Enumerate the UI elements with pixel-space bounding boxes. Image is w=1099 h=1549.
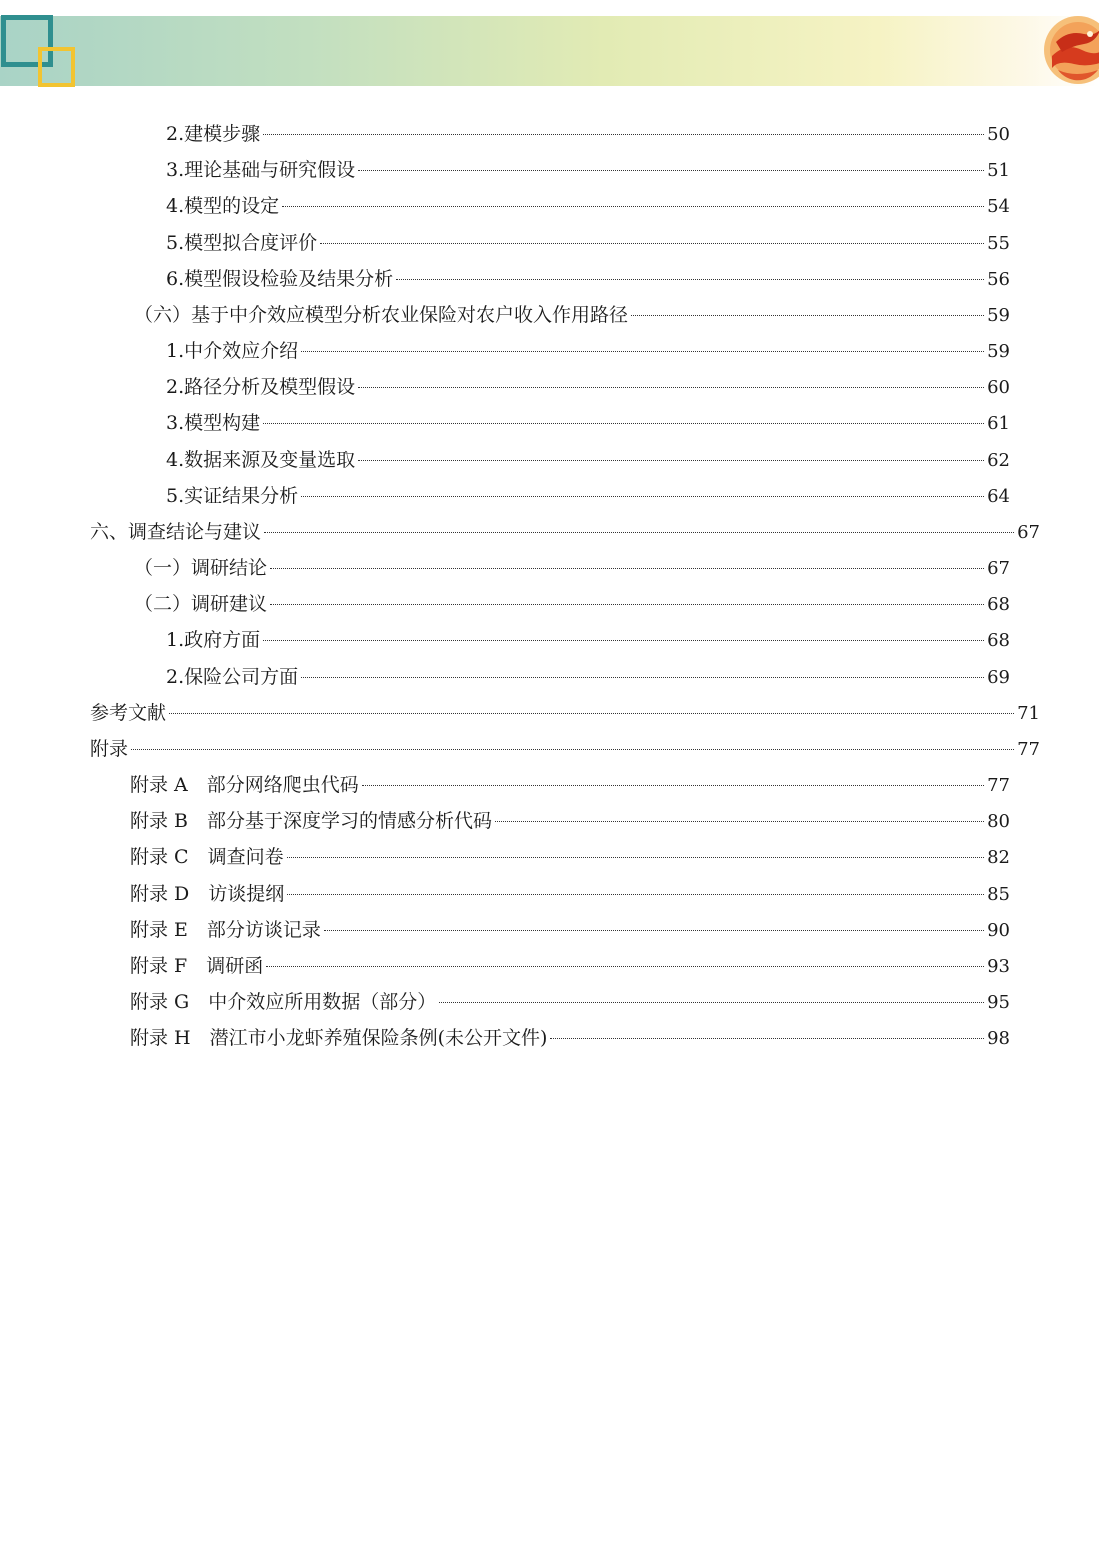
dot-leader bbox=[631, 315, 984, 316]
toc-entry[interactable] bbox=[90, 517, 1040, 547]
toc-entry[interactable] bbox=[166, 408, 1010, 438]
toc-entry-page-number: 68 bbox=[987, 630, 1010, 651]
dot-leader bbox=[550, 1038, 984, 1039]
toc-entry[interactable] bbox=[130, 806, 1010, 836]
dot-leader bbox=[282, 206, 984, 207]
dot-leader bbox=[287, 857, 985, 858]
toc-entry-page-number: 67 bbox=[987, 558, 1010, 579]
toc-entry-title: 6.模型假设检验及结果分析 bbox=[166, 268, 394, 290]
toc-entry-title: 附录 F 调研函 bbox=[130, 955, 264, 977]
toc-entry[interactable] bbox=[90, 698, 1040, 728]
emblem-logo-icon bbox=[1038, 12, 1099, 88]
toc-entry-title: 附录 D 访谈提纲 bbox=[130, 883, 285, 905]
toc-entry-page-number: 82 bbox=[987, 847, 1010, 868]
toc-entry-page-number: 56 bbox=[987, 269, 1010, 290]
dot-leader bbox=[263, 423, 984, 424]
dot-leader bbox=[358, 387, 984, 388]
dot-leader bbox=[263, 134, 984, 135]
toc-entry-page-number: 71 bbox=[1017, 703, 1040, 724]
toc-entry[interactable] bbox=[166, 191, 1010, 221]
toc-entry-page-number: 93 bbox=[987, 956, 1010, 977]
toc-entry-title: 3.模型构建 bbox=[166, 412, 261, 434]
toc-entry[interactable] bbox=[130, 987, 1010, 1017]
toc-entry-page-number: 68 bbox=[987, 594, 1010, 615]
dot-leader bbox=[362, 785, 984, 786]
toc-entry[interactable] bbox=[134, 589, 1010, 619]
toc-entry-title: 附录 B 部分基于深度学习的情感分析代码 bbox=[130, 810, 493, 832]
toc-entry[interactable] bbox=[166, 445, 1010, 475]
toc-entry-page-number: 85 bbox=[987, 884, 1010, 905]
dot-leader bbox=[266, 966, 984, 967]
toc-entry[interactable] bbox=[166, 372, 1010, 402]
toc-entry-title: 附录 G 中介效应所用数据（部分） bbox=[130, 991, 437, 1013]
toc-entry-title: （二）调研建议 bbox=[134, 593, 268, 615]
toc-entry-title: 附录 C 调查问卷 bbox=[130, 846, 284, 868]
dot-leader bbox=[264, 532, 1014, 533]
toc-entry[interactable] bbox=[130, 915, 1010, 945]
header-gradient-band bbox=[0, 16, 1099, 86]
toc-entry-title: 2.保险公司方面 bbox=[166, 666, 299, 688]
dot-leader bbox=[301, 677, 984, 678]
toc-entry-page-number: 77 bbox=[987, 775, 1010, 796]
toc-entry-title: 参考文献 bbox=[90, 702, 167, 724]
dot-leader bbox=[396, 279, 984, 280]
toc-entry-page-number: 77 bbox=[1017, 739, 1040, 760]
toc-entry[interactable] bbox=[166, 119, 1010, 149]
toc-entry-title: 2.建模步骤 bbox=[166, 123, 261, 145]
toc-entry-title: 附录 A 部分网络爬虫代码 bbox=[130, 774, 359, 796]
toc-entry-page-number: 64 bbox=[987, 486, 1010, 507]
yellow-square-decoration bbox=[38, 47, 75, 87]
toc-entry-page-number: 62 bbox=[987, 450, 1010, 471]
toc-entry[interactable] bbox=[130, 770, 1010, 800]
dot-leader bbox=[301, 496, 984, 497]
dot-leader bbox=[358, 460, 984, 461]
toc-entry-title: 5.实证结果分析 bbox=[166, 485, 299, 507]
toc-entry[interactable] bbox=[166, 662, 1010, 692]
toc-entry-page-number: 90 bbox=[987, 920, 1010, 941]
toc-entry[interactable] bbox=[166, 264, 1010, 294]
toc-entry[interactable] bbox=[166, 155, 1010, 185]
toc-entry[interactable] bbox=[130, 951, 1010, 981]
dot-leader bbox=[169, 713, 1014, 714]
toc-entry[interactable] bbox=[166, 625, 1010, 655]
dot-leader bbox=[263, 640, 984, 641]
toc-entry-page-number: 51 bbox=[987, 160, 1010, 181]
toc-entry-title: 1.中介效应介绍 bbox=[166, 340, 299, 362]
toc-entry-title: 4.模型的设定 bbox=[166, 195, 280, 217]
toc-entry-title: 附录 bbox=[90, 738, 129, 760]
dot-leader bbox=[270, 568, 984, 569]
toc-entry-page-number: 61 bbox=[987, 413, 1010, 434]
toc-entry-page-number: 59 bbox=[987, 305, 1010, 326]
toc-entry[interactable] bbox=[166, 336, 1010, 366]
toc-entry[interactable] bbox=[166, 228, 1010, 258]
dot-leader bbox=[301, 351, 984, 352]
toc-entry-title: 4.数据来源及变量选取 bbox=[166, 449, 356, 471]
dot-leader bbox=[320, 243, 984, 244]
toc-entry-page-number: 50 bbox=[987, 124, 1010, 145]
dot-leader bbox=[358, 170, 984, 171]
toc-entry-title: （六）基于中介效应模型分析农业保险对农户收入作用路径 bbox=[134, 304, 629, 326]
dot-leader bbox=[324, 930, 984, 931]
toc-entry-page-number: 67 bbox=[1017, 522, 1040, 543]
toc-entry-title: 附录 H 潜江市小龙虾养殖保险条例(未公开文件) bbox=[130, 1027, 548, 1049]
dot-leader bbox=[270, 604, 984, 605]
toc-entry-page-number: 54 bbox=[987, 196, 1010, 217]
toc-entry-page-number: 59 bbox=[987, 341, 1010, 362]
toc-entry[interactable] bbox=[130, 842, 1010, 872]
toc-entry[interactable] bbox=[134, 553, 1010, 583]
toc-entry-page-number: 95 bbox=[987, 992, 1010, 1013]
toc-entry-page-number: 60 bbox=[987, 377, 1010, 398]
toc-entry-title: 1.政府方面 bbox=[166, 629, 261, 651]
dot-leader bbox=[495, 821, 984, 822]
toc-entry[interactable] bbox=[130, 879, 1010, 909]
toc-entry-title: 六、调查结论与建议 bbox=[90, 521, 262, 543]
dot-leader bbox=[131, 749, 1014, 750]
toc-entry[interactable] bbox=[166, 481, 1010, 511]
dot-leader bbox=[287, 894, 984, 895]
toc-entry-title: 3.理论基础与研究假设 bbox=[166, 159, 356, 181]
toc-entry-page-number: 98 bbox=[987, 1028, 1010, 1049]
toc-entry[interactable] bbox=[134, 300, 1010, 330]
toc-entry-title: （一）调研结论 bbox=[134, 557, 268, 579]
toc-entry-title: 2.路径分析及模型假设 bbox=[166, 376, 356, 398]
toc-entry[interactable] bbox=[130, 1023, 1010, 1053]
toc-entry[interactable] bbox=[90, 734, 1040, 764]
toc-entry-page-number: 69 bbox=[987, 667, 1010, 688]
dot-leader bbox=[439, 1002, 984, 1003]
toc-entry-title: 5.模型拟合度评价 bbox=[166, 232, 318, 254]
toc-entry-page-number: 55 bbox=[987, 233, 1010, 254]
toc-entry-title: 附录 E 部分访谈记录 bbox=[130, 919, 321, 941]
toc-entry-page-number: 80 bbox=[987, 811, 1010, 832]
